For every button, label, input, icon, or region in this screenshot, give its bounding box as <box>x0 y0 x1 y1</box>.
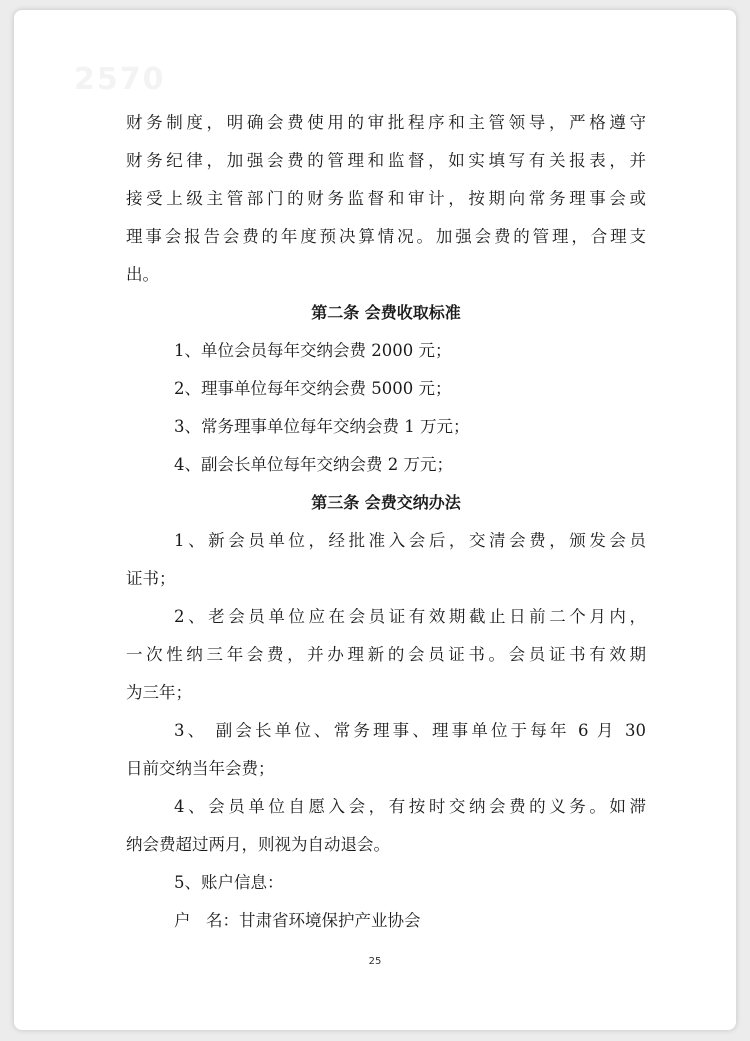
text-line: 证书； <box>126 569 176 588</box>
watermark: 2570 <box>74 62 166 97</box>
text-line: 4、会员单位自愿入会，有按时交纳会费的义务。如滞 <box>174 797 646 816</box>
payment-item-4 <box>126 788 646 864</box>
article2-heading: 第二条 会费收取标准 <box>311 303 461 322</box>
account-label-part2: 名： <box>206 911 239 930</box>
text-line: 一次性纳三年会费，并办理新的会员证书。会员证书有效期 <box>126 645 646 664</box>
page-number: 25 <box>368 956 382 967</box>
fee-item-1: 1、单位会员每年交纳会费 2000 元； <box>174 341 452 360</box>
fee-item-4: 4、副会长单位每年交纳会费 2 万元； <box>174 455 453 474</box>
text-line: 财务制度，明确会费使用的审批程序和主管领导，严格遵守 <box>126 113 646 132</box>
payment-item-5: 5、账户信息： <box>174 873 284 892</box>
payment-item-2 <box>126 598 646 712</box>
account-label-part1: 户 <box>174 911 191 930</box>
payment-item-3 <box>126 712 646 788</box>
text-line: 接受上级主管部门的财务监督和审计，按期向常务理事会或 <box>126 189 646 208</box>
payment-item-1 <box>126 522 646 598</box>
fee-item-2: 2、理事单位每年交纳会费 5000 元； <box>174 379 452 398</box>
page-content <box>126 104 646 940</box>
text-line: 2、老会员单位应在会员证有效期截止日前二个月内， <box>174 607 646 626</box>
text-line: 为三年； <box>126 683 192 702</box>
text-line: 日前交纳当年会费； <box>126 759 275 778</box>
text-line: 财务纪律，加强会费的管理和监督，如实填写有关报表，并 <box>126 151 646 170</box>
text-line: 纳会费超过两月，则视为自动退会。 <box>126 835 390 854</box>
fee-item-3: 3、常务理事单位每年交纳会费 1 万元； <box>174 417 470 436</box>
text-line: 出。 <box>126 265 159 284</box>
account-name-row <box>126 902 646 940</box>
text-line: 3、 副会长单位、常务理事、理事单位于每年 6 月 30 <box>174 721 646 740</box>
document-page <box>14 10 736 1030</box>
intro-paragraph <box>126 104 646 294</box>
account-name-value: 甘肃省环境保护产业协会 <box>239 911 421 930</box>
article3-heading: 第三条 会费交纳办法 <box>311 493 461 512</box>
text-line: 1、新会员单位，经批准入会后，交清会费，颁发会员 <box>174 531 646 550</box>
text-line: 理事会报告会费的年度预决算情况。加强会费的管理，合理支 <box>126 227 646 246</box>
